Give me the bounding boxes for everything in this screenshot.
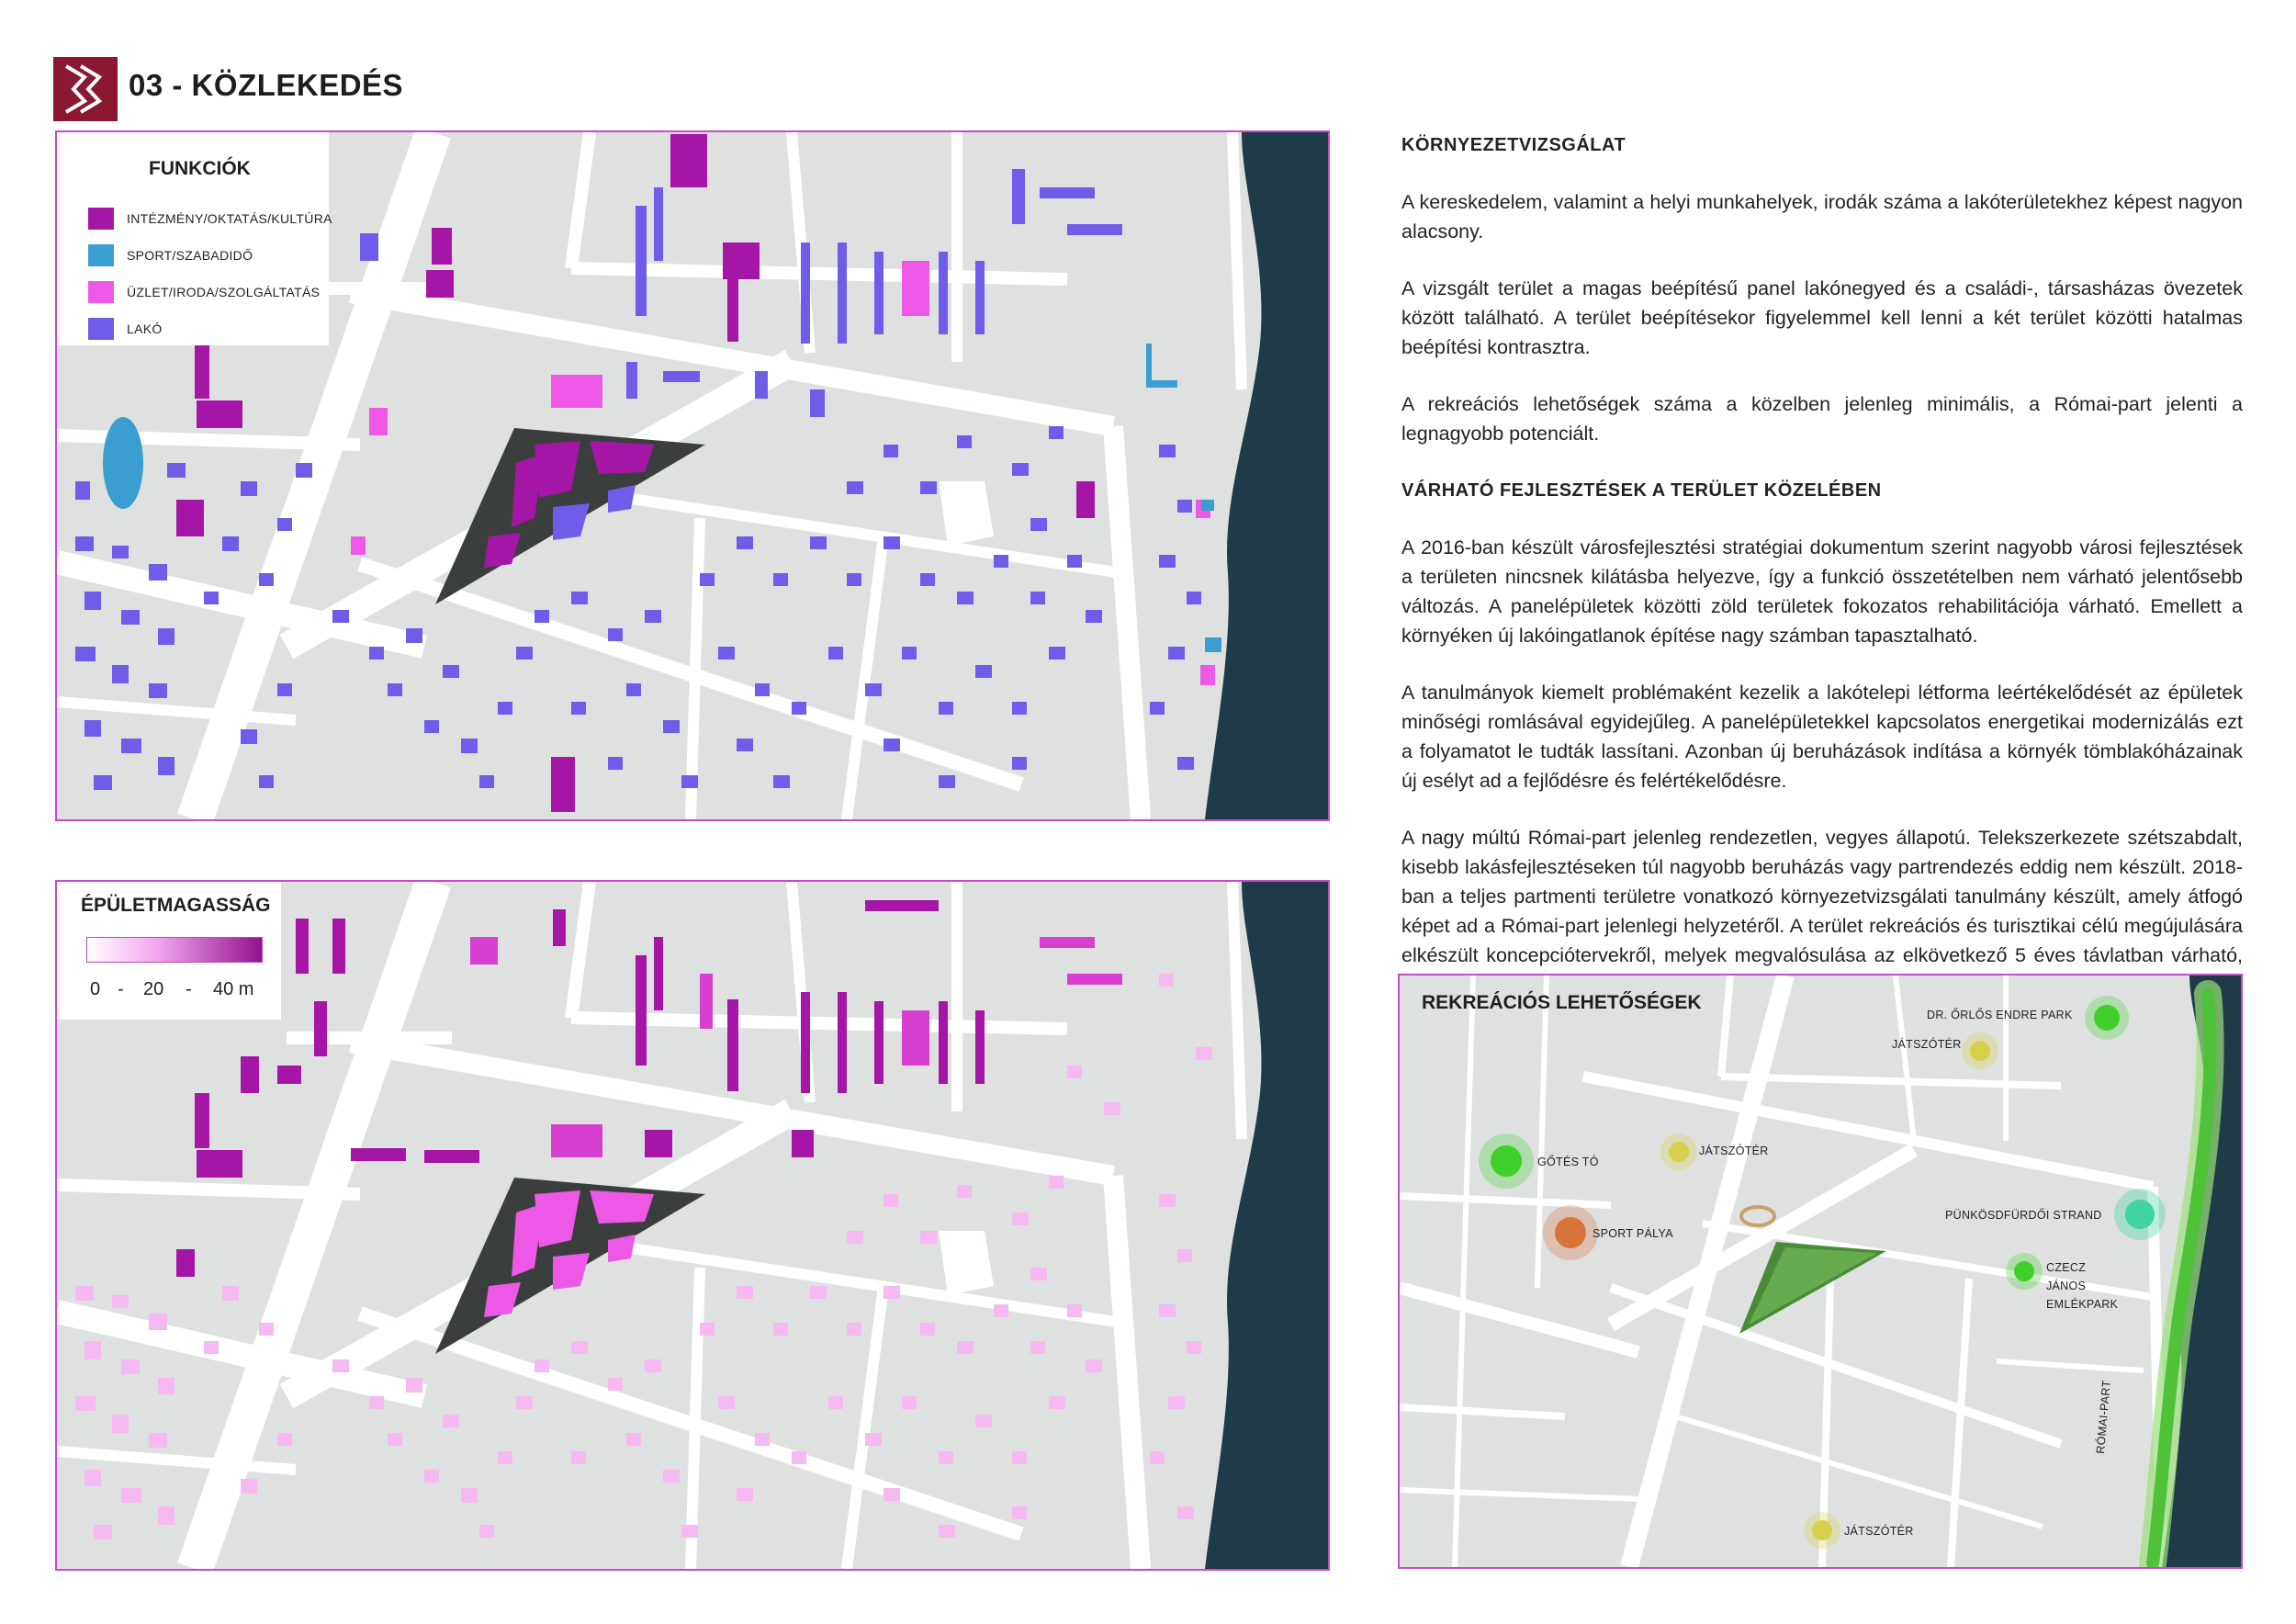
paragraph-1: A kereskedelem, valamint a helyi munkahelyek, irodák száma a lakóterületekhez képest nagyon alacsony. bbox=[1401, 191, 2243, 242]
paragraph-6: A nagy múltú Római-part jelenleg rendezetlen, vegyes állapotú. Telekszerkezete szétszabdalt, kisebb lakásfejlesztéseken túl nagyobb beruházás vagy partrendezés eddig nem készült. 2018-ban a teljes partmenti területre vonatkozó környezetvizsgálati tanulmány készült, amely átfogó képet ad a Római-part jelenlegi helyzetéről. A terület rekreációs és turisztikai célú megújulására elkészült koncepciótervekről, melyek megvalósulása az elkövetkező 5 éves távlatban várható, bbox=[1401, 827, 2243, 966]
label-romai-part: RÓMAI-PART bbox=[2094, 1379, 2113, 1455]
scale-label-20: 20 bbox=[143, 979, 164, 999]
legend-label-sport: SPORT/SZABADIDŐ bbox=[127, 248, 253, 263]
legend-label-institution: INTÉZMÉNY/OKTATÁS/KULTÚRA bbox=[127, 211, 332, 226]
brand-logo bbox=[53, 57, 118, 121]
heights-legend bbox=[57, 882, 281, 1020]
paragraph-5: A tanulmányok kiemelt problémaként kezelik a lakótelepi létforma leértékelődését az épületek minőségi romlásával egyidejűleg. A panelépületekkel kapcsolatos energetikai modernizálás ezt a folyamatot le tudták lassítani. Azonban új beruházások indítása a környék tömblakóházainak új esélyt ad a fejlődésre és felértékelődésre. bbox=[1401, 682, 2243, 792]
heights-legend-title: ÉPÜLETMAGASSÁG bbox=[81, 895, 271, 916]
label-orlos-park: DR. ŐRLŐS ENDRE PARK bbox=[1927, 1009, 2073, 1021]
functions-legend-title: FUNKCIÓK bbox=[149, 158, 251, 179]
heights-map[interactable] bbox=[55, 880, 1330, 1571]
label-gotes-lake: GŐTÉS TÓ bbox=[1537, 1156, 1599, 1168]
legend-swatch-sport bbox=[88, 244, 114, 266]
legend-swatch-institution bbox=[88, 208, 114, 230]
recreation-title: REKREÁCIÓS LEHETŐSÉGEK bbox=[1422, 992, 1702, 1013]
legend-swatch-commercial bbox=[88, 281, 114, 303]
legend-label-commercial: ÜZLET/IRODA/SZOLGÁLTATÁS bbox=[127, 285, 321, 299]
label-playground-3: JÁTSZÓTÉR bbox=[1844, 1525, 1914, 1538]
scale-label-sep-2: - bbox=[186, 979, 192, 999]
height-gradient-bar bbox=[86, 937, 263, 963]
label-sport-field: SPORT PÁLYA bbox=[1593, 1227, 1673, 1240]
functions-legend bbox=[57, 132, 332, 345]
scale-label-40: 40 m bbox=[213, 979, 254, 999]
label-czecz-park: CZECZ JÁNOS EMLÉKPARK bbox=[2046, 1261, 2119, 1311]
functions-map[interactable] bbox=[55, 130, 1330, 821]
paragraph-2: A vizsgált terület a magas beépítésű panel lakónegyed és a családi-, társasházas övezetek között található. A terület beépítésekor figyelemmel kell lenni a két terület közötti hatalmas beépítési kontrasztra. bbox=[1401, 277, 2243, 358]
paragraph-4: A 2016-ban készült városfejlesztési stratégiai dokumentum szerint nagyobb városi fejlesztések a területen nincsnek kilátásba helyezve, így a funkció összetételben nem várható jelentősebb változás. A panelépületek közötti zöld területek fokozatos rehabilitációja várható. Emellett a környéken új lakóingatlanok építése nagy számban tapasztalható. bbox=[1401, 536, 2243, 647]
legend-label-residential: LAKÓ bbox=[127, 321, 163, 336]
scale-label-sep-1: - bbox=[118, 979, 124, 999]
scale-label-0: 0 bbox=[90, 979, 101, 999]
label-strand: PÜNKÖSDFÜRDŐI STRAND bbox=[1945, 1209, 2102, 1222]
label-playground-1: JÁTSZÓTÉR bbox=[1892, 1038, 1962, 1051]
label-playground-2: JÁTSZÓTÉR bbox=[1699, 1145, 1769, 1157]
paragraph-3: A rekreációs lehetőségek száma a közelben jelenleg minimális, a Római-part jelenti a legnagyobb potenciált. bbox=[1401, 393, 2243, 445]
analysis-text bbox=[1401, 130, 2243, 1027]
recreation-map[interactable] bbox=[1398, 974, 2243, 1569]
legend-swatch-residential bbox=[88, 318, 114, 340]
page-title: 03 - KÖZLEKEDÉS bbox=[129, 68, 404, 102]
heading-environment: KÖRNYEZETVIZSGÁLAT bbox=[1401, 135, 1626, 155]
heading-developments: VÁRHATÓ FEJLESZTÉSEK A TERÜLET KÖZELÉBEN bbox=[1401, 480, 1882, 501]
